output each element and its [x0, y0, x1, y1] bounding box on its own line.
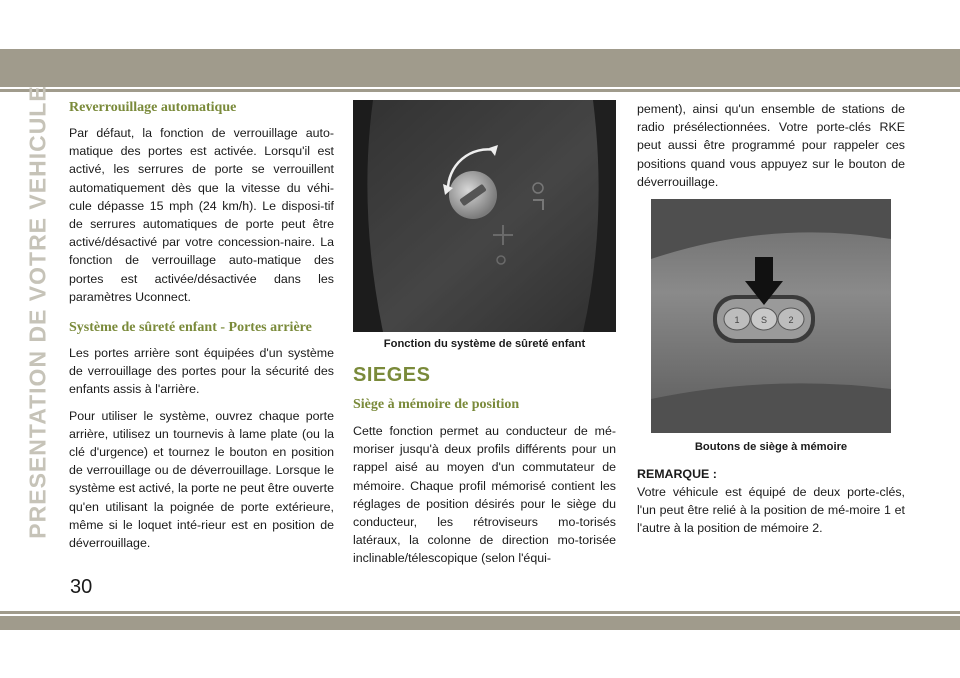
heading-auto-relock: Reverrouillage automatique	[69, 100, 237, 115]
note-text: Votre véhicule est équipé de deux porte-clés, l'un peut être relié à la position de mé-moire 1 et l'autre à la position de mémoire 2.	[637, 485, 905, 536]
para-child-lock-intro: Les portes arrière sont équipées d'un système de verrouillage des portes pour la sécurité des enfants assis à l'arrière.	[69, 346, 334, 397]
sidebar-chapter-tab	[24, 85, 52, 539]
top-band	[0, 49, 960, 87]
memory-button-2-label: 2	[788, 315, 794, 326]
child-lock-caption: Fonction du système de sûreté enfant	[383, 338, 586, 350]
memory-button-set-label: S	[760, 315, 768, 326]
heading-memory-seat: Siège à mémoire de position	[353, 397, 520, 412]
section-title-seats: SIEGES	[353, 364, 431, 386]
para-child-lock-usage: Pour utiliser le système, ouvrez chaque porte arrière, utilisez un tournevis à lame plate (ou la clé d'urgence) et tournez le bouton en position de verrouillage ou de déverrouillage. Lorsque le système est activé, la porte ne peut être ouverte qu'en utilisant la poignée de porte extérieure, même si le loquet inté-rieur est en position de déverrouillage.	[69, 408, 334, 551]
memory-buttons-photo	[651, 199, 891, 433]
top-band-line	[0, 89, 960, 92]
bottom-band	[0, 616, 960, 630]
para-auto-relock: Par défaut, la fonction de verrouillage auto-matique des portes est activée. Lorsqu'il est activé, les serrures de porte se verrouillent automatiquement dès que la vitesse du véhi-cule dépasse 15 mph (24 km/h). Le disposi-tif de serrures automatiques de porte peut être activé/désactivé par votre concession-naire. La fonction de verrouillage auto-matique des portes est activée/désactivée dans les paramètres Uconnect.	[69, 126, 334, 304]
column-2	[353, 100, 616, 568]
child-lock-photo	[353, 100, 616, 332]
bottom-band-line	[0, 611, 960, 614]
note-title: REMARQUE :	[637, 467, 717, 482]
memory-button-1-label: 1	[734, 315, 740, 326]
para-memory-continued: pement), ainsi qu'un ensemble de stations de radio présélectionnées. Votre porte-clés RKE peut aussi être programmé pour rappeler ces positions quand vous appuyez sur le bouton de déverrouillage.	[637, 102, 905, 189]
para-memory-seat: Cette fonction permet au conducteur de mé-moriser jusqu'à deux profils différents pour un rappel aisé au moyen d'un commutateur de mémoire. Chaque profil mémorisé contient les réglages de position désirés pour le siège du conducteur, les rétroviseurs mo-torisés latéraux, la colonne de direction mo-torisée inclinable/télescopique (selon l'équi-	[353, 424, 616, 566]
page-number: 30	[70, 576, 93, 598]
heading-child-lock: Système de sûreté enfant - Portes arrière	[69, 320, 312, 336]
memory-buttons-caption: Boutons de siège à mémoire	[694, 441, 848, 454]
column-1	[69, 100, 334, 552]
sidebar-chapter-title: PRESENTATION DE VOTRE VEHICULE	[24, 85, 51, 539]
column-3	[637, 100, 905, 538]
